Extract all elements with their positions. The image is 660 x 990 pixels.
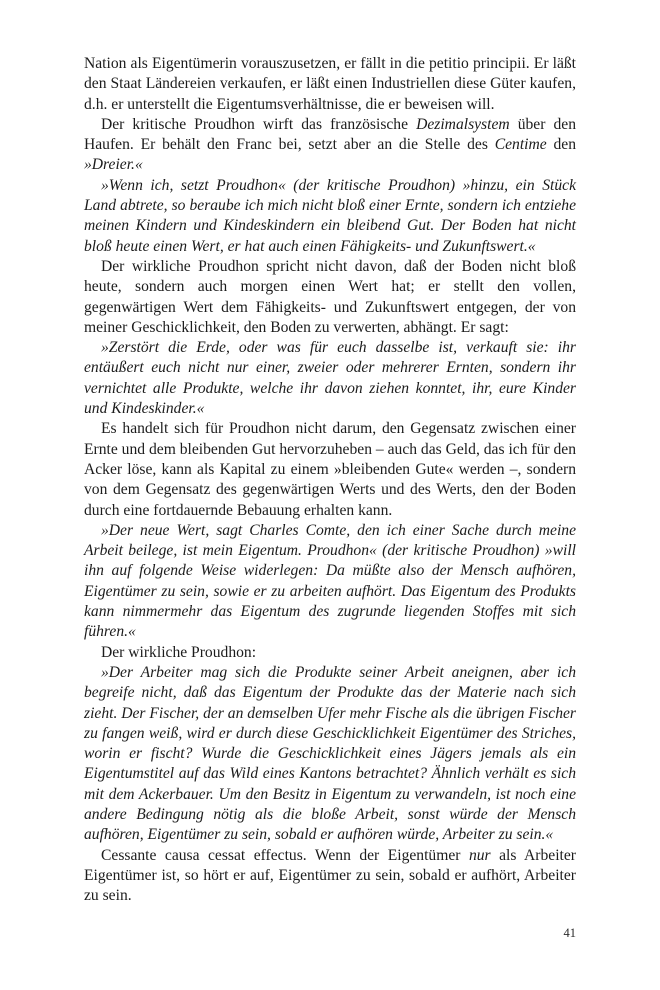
quote-text: »Zerstört die Erde, oder was für euch dasselbe ist, verkauft sie: ihr entäußert euch nicht nur einer, zweier oder mehrerer Ernten, sondern ihr vernichtet alle Produkte, welche ihr davon ziehen konntet, ihr, eure Kinder und Kindeskinder.«	[84, 339, 576, 418]
paragraph-3-quote	[84, 176, 576, 257]
paragraph-2	[84, 115, 576, 176]
paragraph-text: Nation als Eigentümerin vorauszusetzen, er fällt in die petitio principii. Er läßt den Staat Ländereien verkaufen, er läßt einen Industriellen diese Güter kaufen, d.h. er unterstellt die Eigentumsverhältnisse, die er beweisen will.	[84, 55, 576, 113]
paragraph-text: über den Haufen. Er behält den Franc bei, setzt aber an die Stelle des	[84, 115, 576, 154]
paragraph-1	[84, 54, 576, 115]
paragraph-4	[84, 257, 576, 338]
emphasized-term: Centime	[494, 136, 547, 154]
quote-text: »Der neue Wert, sagt Charles Comte, den ich einer Sache durch meine Arbeit beilege, ist mein Eigentum. Proudhon« (der kritische Proudhon) »will ihn auf folgende Weise widerlegen: Da müßte also der Mensch aufhören, Eigentümer zu sein, sowie er zu arbeiten aufhört. Das Eigentum des Produkts kann nimmermehr das Eigentum des zugrunde liegenden Stoffes mit sich führen.«	[84, 521, 576, 641]
emphasized-term: Dezimalsystem	[416, 115, 510, 133]
emphasized-term: nur	[468, 846, 491, 864]
paragraph-text: Der wirkliche Proudhon:	[101, 643, 257, 661]
page-text-block	[84, 54, 576, 906]
paragraph-5-quote	[84, 338, 576, 419]
emphasized-term: »Dreier.«	[84, 156, 143, 174]
page-number: 41	[563, 926, 576, 940]
paragraph-text: als Arbeiter Eigentümer ist, so hört er auf, Eigentümer zu sein, sobald er aufhört, Arbeiter zu sein.	[84, 846, 576, 905]
paragraph-text: Es handelt sich für Proudhon nicht darum, den Gegensatz zwischen einer Ernte und dem bleibenden Gut hervorzuheben – auch das Geld, das ich für den Acker löse, kann als Kapital zu einem »bleibenden Gute« werden –, sondern von dem Gegensatz des gegenwärtigen Werts und des Werts, den der Boden durch eine fortdauernde Bebauung erhalten kann.	[84, 420, 576, 519]
paragraph-text: Der wirkliche Proudhon spricht nicht davon, daß der Boden nicht bloß heute, sondern auch morgen einen Wert hat; er stellt den vollen, gegenwärtigen Wert dem Fähigkeits- und Zukunftswert entgegen, der von meiner Geschicklichkeit, den Boden zu verwerten, abhängt. Er sagt:	[84, 257, 576, 336]
paragraph-6	[84, 419, 576, 520]
quote-text: »Der Arbeiter mag sich die Produkte seiner Arbeit aneignen, aber ich begreife nicht, daß das Eigentum der Produkte das der Materie nach sich zieht. Der Fischer, der an demselben Ufer mehr Fische als die übrigen Fischer zu fangen weiß, wird er durch diese Geschicklichkeit Eigentümer des Striches, worin er fischt? Wurde die Geschicklichkeit eines Jägers jemals als ein Eigentumstitel auf das Wild eines Kantons betrachtet? Ähnlich verhält es sich mit dem Ackerbauer. Um den Besitz in Eigentum zu verwandeln, ist noch eine andere Bedingung nötig als die bloße Arbeit, sonst würde der Mensch aufhören, Eigentümer zu sein, sobald er aufhören würde, Arbeiter zu sein.«	[84, 663, 576, 844]
paragraph-7-quote	[84, 521, 576, 643]
page-footer	[84, 926, 576, 941]
paragraph-text: Der kritische Proudhon wirft das französische	[101, 115, 417, 133]
paragraph-8	[84, 643, 576, 663]
paragraph-9-quote	[84, 663, 576, 846]
quote-text: »Wenn ich, setzt Proudhon« (der kritische Proudhon) »hinzu, ein Stück Land abtrete, so beraube ich mich nicht bloß einer Ernte, sondern ich entziehe meinen Kindern und Kindeskindern ein bleibend Gut. Der Boden hat nicht bloß heute einen Wert, er hat auch einen Fähigkeits- und Zukunftswert.«	[84, 176, 576, 255]
paragraph-10	[84, 846, 576, 907]
paragraph-text: den	[546, 136, 576, 154]
paragraph-text: Cessante causa cessat effectus. Wenn der Eigentümer	[101, 846, 469, 864]
